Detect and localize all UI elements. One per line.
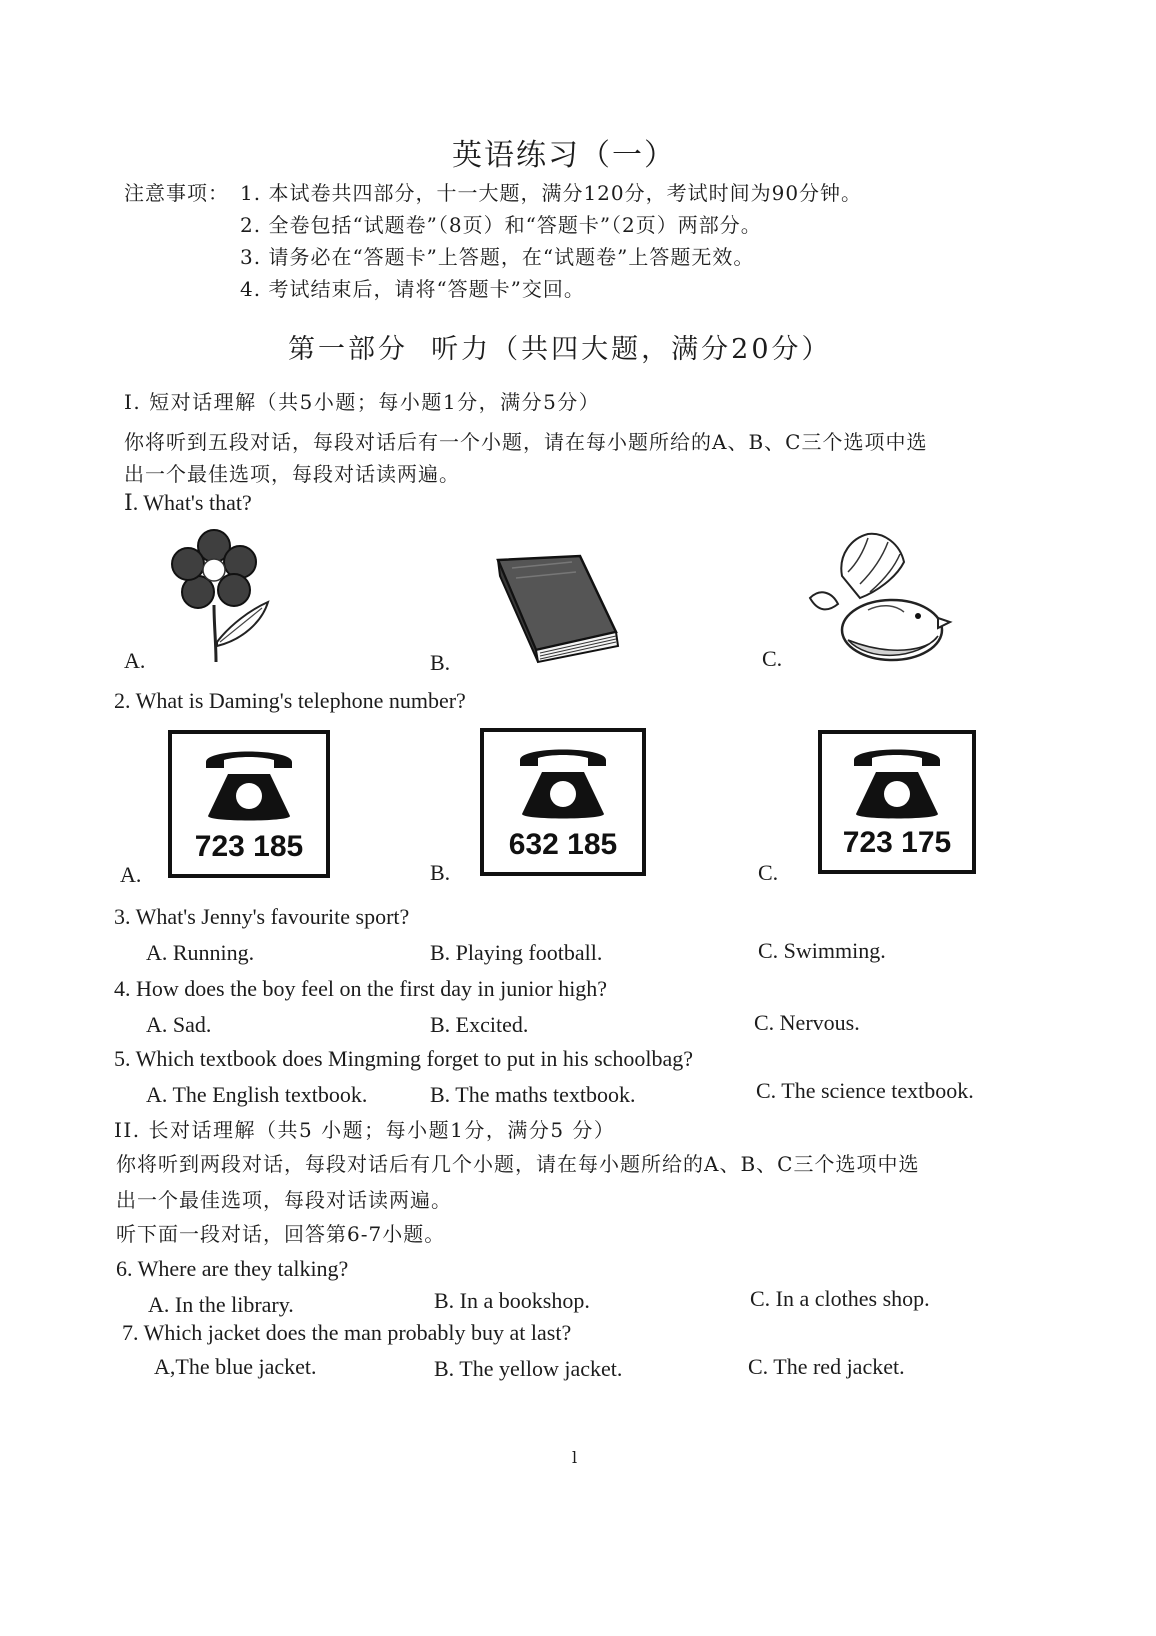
section1-instruction-2: 出一个最佳选项，每段对话读两遍。 — [124, 462, 460, 486]
section2-instruction-2: 出一个最佳选项，每段对话读两遍。 — [116, 1188, 452, 1212]
telephone-icon — [516, 742, 610, 822]
q6-option-c: C. In a clothes shop. — [750, 1286, 930, 1311]
section2-instruction-3: 听下面一段对话，回答第6-7小题。 — [116, 1222, 446, 1246]
q1-option-c: C. — [762, 646, 783, 671]
q4-option-b: B. Excited. — [430, 1012, 529, 1037]
q7-option-b: B. The yellow jacket. — [434, 1356, 623, 1381]
phone-card-c — [818, 730, 976, 874]
q7-option-a: A,The blue jacket. — [154, 1354, 317, 1379]
q4-text: 4. How does the boy feel on the first day in junior high? — [114, 976, 608, 1001]
q1-option-a: A. — [124, 648, 146, 673]
q6-option-a: A. In the library. — [148, 1292, 294, 1317]
q5-option-a: A. The English textbook. — [146, 1082, 368, 1107]
q4-option-c: C. Nervous. — [754, 1010, 860, 1035]
q2-option-c: C. — [758, 860, 779, 885]
q5-option-c: C. The science textbook. — [756, 1078, 974, 1103]
q3-option-b: B. Playing football. — [430, 940, 603, 965]
phone-number: 632 185 — [508, 828, 618, 861]
phone-card-b — [480, 728, 646, 876]
q3-option-a: A. Running. — [146, 940, 255, 965]
q7-text: 7. Which jacket does the man probably buy at last? — [122, 1320, 572, 1345]
q1-option-b: B. — [430, 650, 451, 675]
q1-text: Ⅰ. What's that? — [124, 490, 252, 515]
flower-icon — [170, 530, 280, 665]
bird-icon — [808, 532, 950, 664]
q2-option-b: B. — [430, 860, 451, 885]
notice-item-1: 1. 本试卷共四部分，十一大题，满分120分，考试时间为90分钟。 — [240, 181, 863, 205]
page-number: l — [572, 1448, 578, 1467]
section2-heading: II. 长对话理解（共5 小题；每小题1分，满分5 分） — [114, 1118, 616, 1142]
notice-item-3: 3. 请务必在“答题卡”上答题，在“试题卷”上答题无效。 — [240, 245, 755, 269]
q3-option-c: C. Swimming. — [758, 938, 886, 963]
notice-item-2: 2. 全卷包括“试题卷”（8页）和“答题卡”（2页）两部分。 — [240, 213, 762, 237]
q7-option-c: C. The red jacket. — [748, 1354, 905, 1379]
telephone-icon — [202, 744, 296, 824]
phone-number: 723 185 — [194, 830, 304, 863]
notice-label: 注意事项： — [124, 181, 229, 205]
section1-heading: I. 短对话理解（共5小题；每小题1分，满分5分） — [124, 390, 601, 414]
q5-text: 5. Which textbook does Mingming forget to put in his schoolbag? — [114, 1046, 694, 1071]
phone-card-a — [168, 730, 330, 878]
telephone-icon — [850, 742, 944, 822]
part1-title: 第一部分 听力（共四大题，满分20分） — [288, 334, 832, 365]
q6-text: 6. Where are they talking? — [116, 1256, 349, 1281]
q3-text: 3. What's Jenny's favourite sport? — [114, 904, 410, 929]
q6-option-b: B. In a bookshop. — [434, 1288, 590, 1313]
section1-instruction-1: 你将听到五段对话，每段对话后有一个小题，请在每小题所给的A、B、C三个选项中选 — [124, 430, 928, 454]
q5-option-b: B. The maths textbook. — [430, 1082, 636, 1107]
section2-instruction-1: 你将听到两段对话，每段对话后有几个小题，请在每小题所给的A、B、C三个选项中选 — [116, 1152, 920, 1176]
q2-option-a: A. — [120, 862, 142, 887]
book-icon — [492, 554, 620, 664]
q4-option-a: A. Sad. — [146, 1012, 212, 1037]
phone-number: 723 175 — [842, 826, 952, 859]
page-title: 英语练习（一） — [452, 138, 676, 173]
notice-item-4: 4. 考试结束后，请将“答题卡”交回。 — [240, 277, 585, 301]
q2-text: 2. What is Daming's telephone number? — [114, 688, 466, 713]
